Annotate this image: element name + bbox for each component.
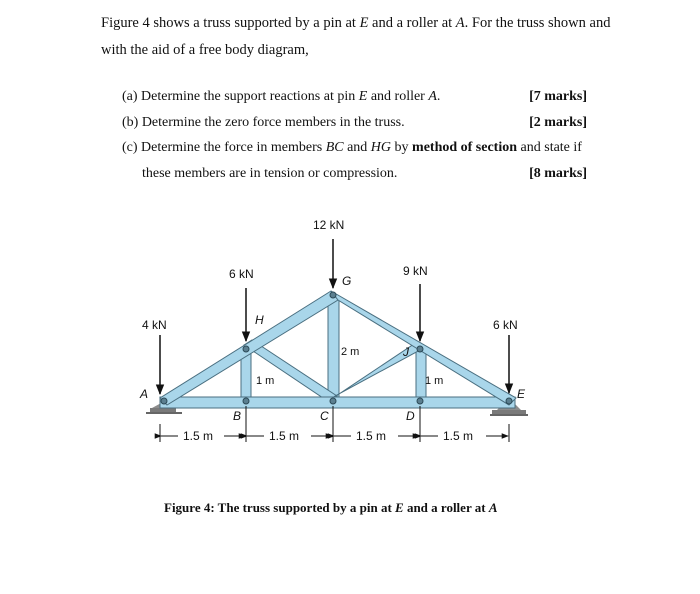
load-label-G: 12 kN [313, 218, 345, 232]
truss-members [160, 291, 516, 408]
node-label-G: G [342, 274, 352, 288]
node-label-E: E [517, 387, 526, 401]
dim-height-mid: 2 m [341, 346, 360, 358]
marks-a: [7 marks] [529, 89, 587, 104]
load-label-H: 6 kN [229, 267, 254, 281]
dim-span-4: 1.5 m [443, 429, 474, 443]
load-label-E: 6 kN [493, 318, 518, 332]
dim-span-2: 1.5 m [269, 429, 300, 443]
load-label-A: 4 kN [142, 318, 167, 332]
question-c-line2: these members are in tension or compression. [142, 166, 398, 181]
node-label-A: A [140, 387, 149, 401]
intro-text: and a roller at [368, 15, 456, 31]
member-AE-bottom [160, 397, 515, 408]
dim-height-left: 1 m [256, 375, 275, 387]
marks-c: [8 marks] [529, 166, 587, 181]
intro-roller-label: A [455, 15, 465, 31]
marks-b: [2 marks] [529, 115, 587, 130]
node-label-J: J [403, 345, 409, 359]
node-label-B: B [233, 409, 242, 423]
intro-pin-label: E [359, 15, 369, 31]
question-b: (b) Determine the zero force members in the truss. [122, 115, 405, 130]
dim-span-3: 1.5 m [356, 429, 387, 443]
dim-span-1: 1.5 m [183, 429, 214, 443]
intro-text: . For the truss shown and with the aid of a free body diagram, [101, 15, 611, 58]
load-label-J: 9 kN [403, 264, 428, 278]
node-label-D: D [406, 409, 415, 423]
figure-caption: Figure 4: The truss supported by a pin at E and a roller at A [164, 500, 498, 515]
question-a: (a) Determine the support reactions at pin E and roller A. [122, 89, 441, 104]
intro-text: Figure 4 shows a truss supported by a pin at [101, 15, 360, 31]
member-CG [328, 298, 339, 404]
node-label-C: C [320, 409, 329, 423]
question-c: (c) Determine the force in members BC and HG by method of section and state if [122, 140, 582, 155]
dim-height-right: 1 m [425, 375, 444, 387]
node-label-H: H [255, 313, 264, 327]
